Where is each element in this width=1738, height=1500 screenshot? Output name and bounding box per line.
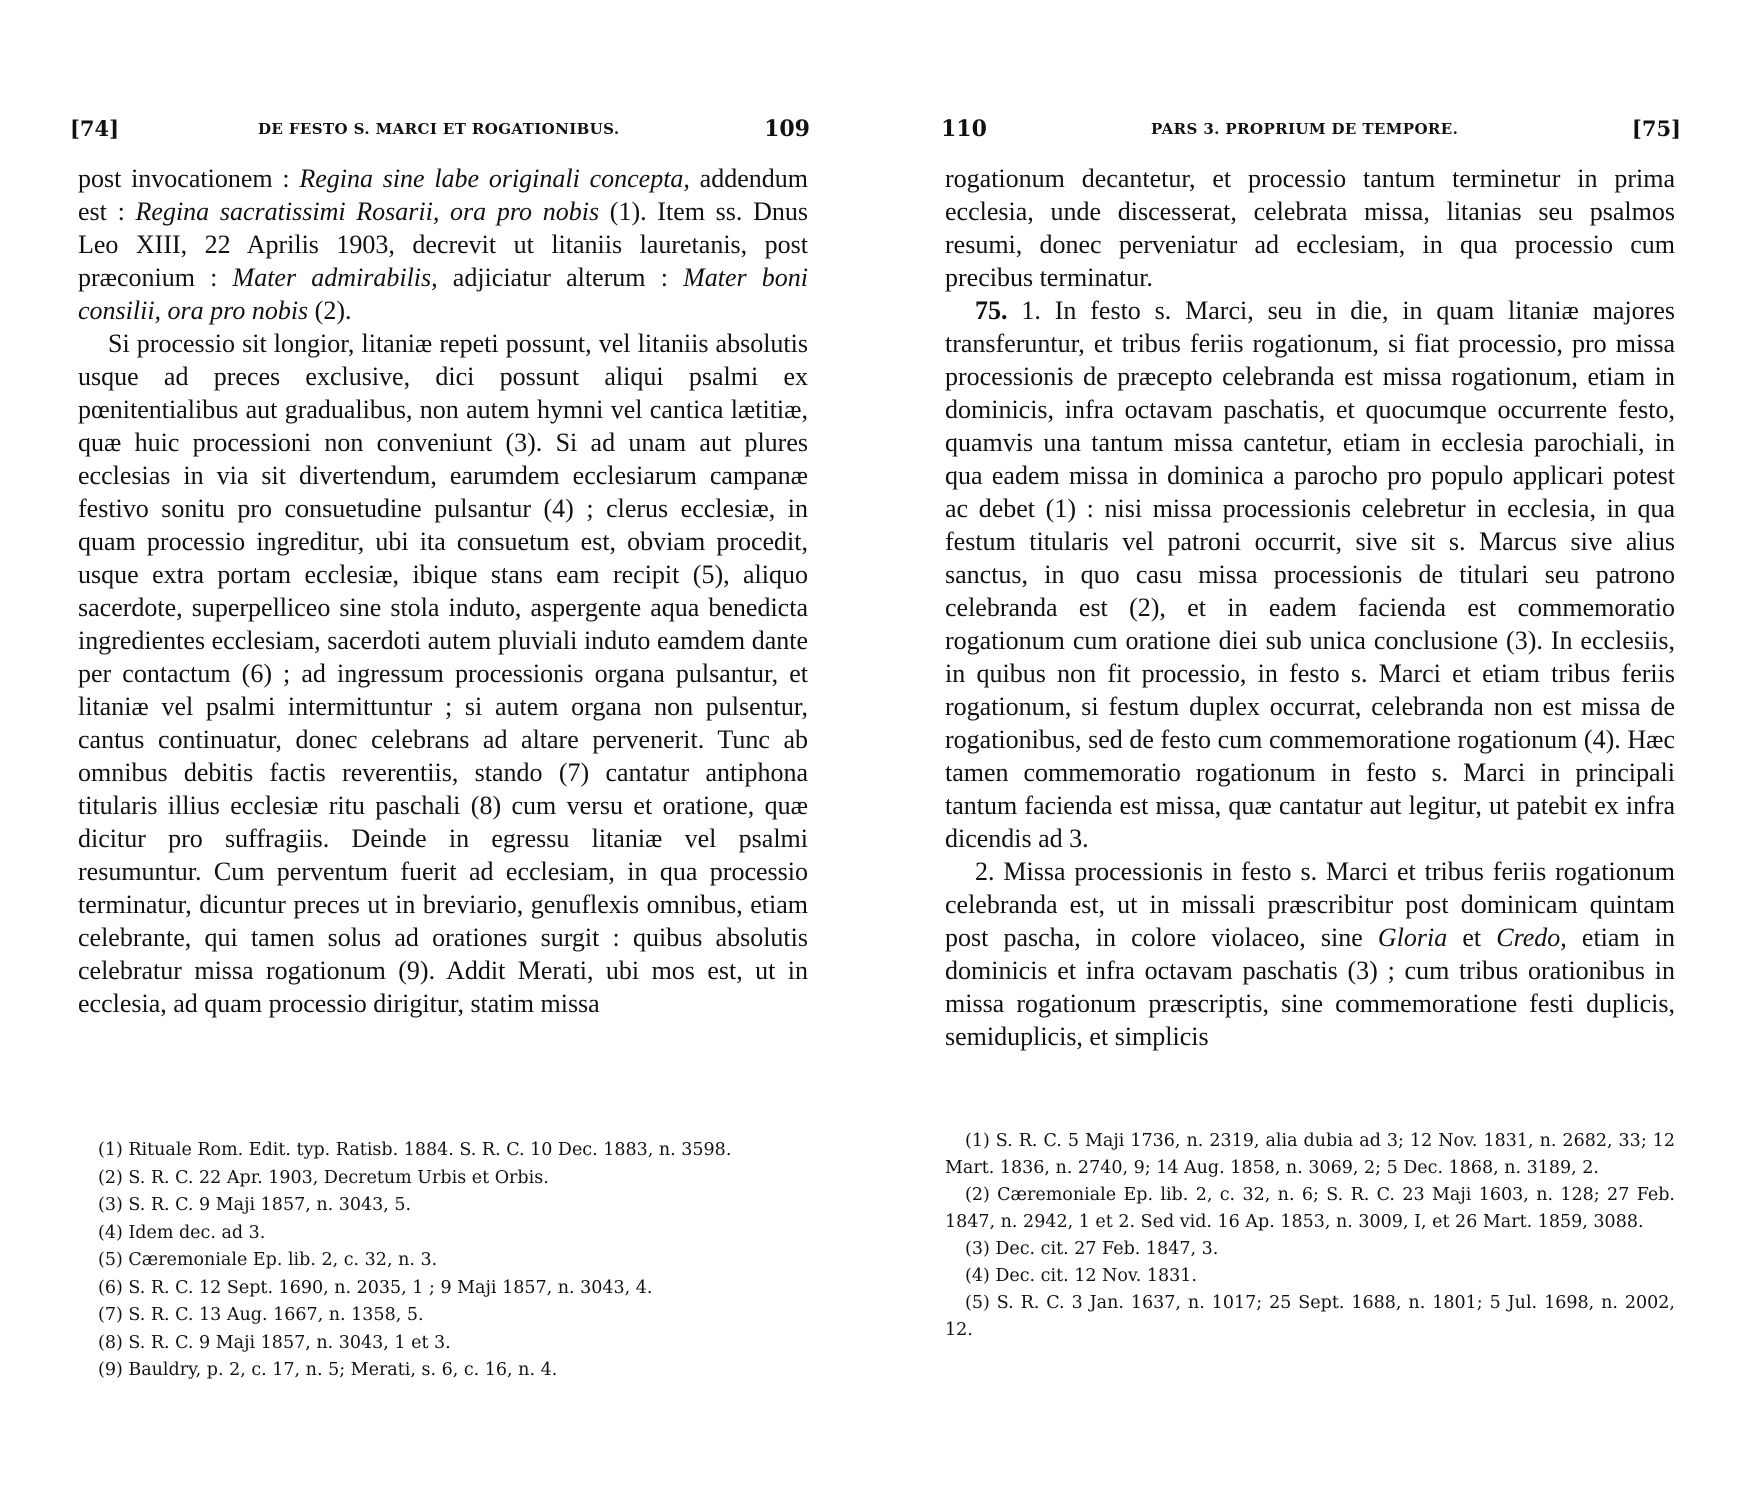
footnote: (7) S. R. C. 13 Aug. 1667, n. 1358, 5. <box>98 1305 424 1325</box>
right-header-title: PARS 3. PROPRIUM DE TEMPORE. <box>1151 120 1459 138</box>
italic-phrase: Regina sacratissimi Rosarii, ora pro nobis <box>135 197 600 226</box>
right-paragraph: rogationum decantetur, et processio tantum terminetur in prima ecclesia, unde discesserat, celebrata missa, litanias seu psalmos resumi, donec perveniatur ad ecclesiam, in qua processio cum precibus terminatur. <box>945 164 1675 292</box>
right-page-number: 110 <box>941 116 987 142</box>
footnote: (3) S. R. C. 9 Maji 1857, n. 3043, 5. <box>98 1195 412 1215</box>
footnote: (6) S. R. C. 12 Sept. 1690, n. 2035, 1 ; 9 Maji 1857, n. 3043, 4. <box>98 1277 653 1298</box>
right-header-bracket: [75] <box>1631 116 1681 141</box>
footnote: (2) S. R. C. 22 Apr. 1903, Decretum Urbis et Orbis. <box>98 1167 549 1188</box>
section-number: 75. <box>975 296 1008 325</box>
right-running-header <box>941 116 1681 146</box>
right-paragraph: 2. Missa processionis in festo s. Marci et tribus feriis rogationum celebranda est, ut in missali præscribitur post dominicam quintam post pascha, in colore violaceo, sine Gloria et Credo, etiam in dominicis et infra octavam paschatis (3) ; cum tribus orationibus in missa rogationum præscriptis, sine commemoratione festi duplicis, semiduplicis, et simplicis <box>945 857 1675 1051</box>
left-running-header <box>70 116 810 146</box>
italic-phrase: Regina sine labe originali concepta, <box>299 164 690 193</box>
italic-phrase: Credo, <box>1496 923 1567 952</box>
left-paragraph: Si processio sit longior, litaniæ repeti possunt, vel litaniis absolutis usque ad preces exclusive, dici possunt aliqui psalmi ex pœnitentialibus aut gradualibus, non autem hymni vel cantica lætitiæ, quæ huic processioni non conveniunt (3). Si ad unam aut plures ecclesias in via sit divertendum, earumdem ecclesiarum campanæ festivo sonitu pro consuetudine pulsantur (4) ; clerus ecclesiæ, in quam processio ingreditur, ubi ita consuetum est, obviam procedit, usque extra portam ecclesiæ, ibique stans eam recipit (5), aliquo sacerdote, superpelliceo sine stola induto, aspergente aqua benedicta ingredientes ecclesiam, sacerdoti autem pluviali induto eamdem dante per contactum (6) ; ad ingressum processionis organa pulsantur, et litaniæ vel psalmi intermittuntur ; si autem organa non pulsentur, cantus continuatur, donec celebrans ad altare pervenerit. Tunc ab omnibus debitis factis reverentiis, stando (7) cantatur antiphona titularis illius ecclesiæ ritu paschali (8) cum versu et oratione, quæ dicitur pro suffragiis. Deinde in egressu litaniæ vel psalmi resumuntur. Cum perventum fuerit ad ecclesiam, in qua processio terminatur, dicuntur preces ut in breviario, genuflexis omnibus, etiam celebrante, qui tamen solus ad orationes surgit : quibus absolutis celebratur missa rogationum (9). Addit Merati, ubi mos est, ut in ecclesia, ad quam processio dirigitur, statim missa <box>78 329 808 1018</box>
footnote: (1) Rituale Rom. Edit. typ. Ratisb. 1884. S. R. C. 10 Dec. 1883, n. 3598. <box>98 1140 732 1160</box>
footnote: (5) S. R. C. 3 Jan. 1637, n. 1017; 25 Sept. 1688, n. 1801; 5 Jul. 1698, n. 2002, 12. <box>945 1293 1675 1340</box>
footnote: (3) Dec. cit. 27 Feb. 1847, 3. <box>965 1239 1219 1259</box>
right-paragraph: 75. 1. In festo s. Marci, seu in die, in quam litaniæ majores transferuntur, et tribus feriis rogationum, si fiat processio, pro missa processionis de præcepto celebranda est missa rogationum, etiam in dominicis, infra octavam paschatis, et quocumque occurrente festo, quamvis una tantum missa cantetur, etiam in ecclesia parochiali, in qua eadem missa in dominica a parocho pro populo applicari potest ac debet (1) : nisi missa processionis celebretur in ecclesia, in qua festum titularis vel patroni occurrit, sive sit s. Marcus sive alius sanctus, in quo casu missa processionis de titulari seu patrono celebranda est (2), et in eadem facienda est commemoratio rogationum cum oratione diei sub unica conclusione (3). In ecclesiis, in quibus non fit processio, in festo s. Marci et etiam tribus feriis rogationum, si festum duplex occurrat, celebranda non est missa de rogationibus, sed de festo cum commemoratione rogationum (4). Hæc tamen commemoratio rogationum in festo s. Marci in principali tantum facienda est missa, quæ cantatur aut legitur, ut patebit ex infra dicendis ad 3. <box>945 296 1675 853</box>
left-footnotes <box>98 1137 828 1385</box>
left-page-number: 109 <box>764 116 810 142</box>
left-paragraph: post invocationem : Regina sine labe originali concepta, addendum est : Regina sacratissimi Rosarii, ora pro nobis (1). Item ss. Dnus Leo XIII, 22 Aprilis 1903, decrevit ut litaniis lauretanis, post præconium : Mater admirabilis, adjiciatur alterum : Mater boni consilii, ora pro nobis (2). <box>78 164 809 325</box>
footnote: (1) S. R. C. 5 Maji 1736, n. 2319, alia dubia ad 3; 12 Nov. 1831, n. 2682, 33; 12 Mart. 1836, n. 2740, 9; 14 Aug. 1858, n. 3069, 2; 5 Dec. 1868, n. 3189, 2. <box>945 1131 1675 1178</box>
footnote: (4) Idem dec. ad 3. <box>98 1222 266 1243</box>
left-body-text <box>78 162 808 1020</box>
footnote: (8) S. R. C. 9 Maji 1857, n. 3043, 1 et 3. <box>98 1332 451 1353</box>
italic-phrase: Mater boni consilii, ora pro nobis <box>78 263 808 325</box>
italic-phrase: Mater admirabilis, <box>232 263 438 292</box>
right-footnotes <box>945 1128 1675 1344</box>
footnote: (4) Dec. cit. 12 Nov. 1831. <box>965 1266 1197 1286</box>
footnote: (2) Cæremoniale Ep. lib. 2, c. 32, n. 6; S. R. C. 23 Maji 1603, n. 128; 27 Feb. 1847, n. 2942, 1 et 2. Sed vid. 16 Ap. 1853, n. 3009, I, et 26 Mart. 1859, 3088. <box>945 1185 1675 1232</box>
italic-phrase: Gloria <box>1377 923 1448 952</box>
right-body-text <box>945 162 1675 1053</box>
left-header-bracket: [74] <box>70 116 120 141</box>
left-header-title: DE FESTO S. MARCI ET ROGATIONIBUS. <box>258 120 620 138</box>
footnote: (9) Bauldry, p. 2, c. 17, n. 5; Merati, s. 6, c. 16, n. 4. <box>98 1360 558 1380</box>
footnote: (5) Cæremoniale Ep. lib. 2, c. 32, n. 3. <box>98 1250 438 1270</box>
right-page <box>869 0 1738 1500</box>
